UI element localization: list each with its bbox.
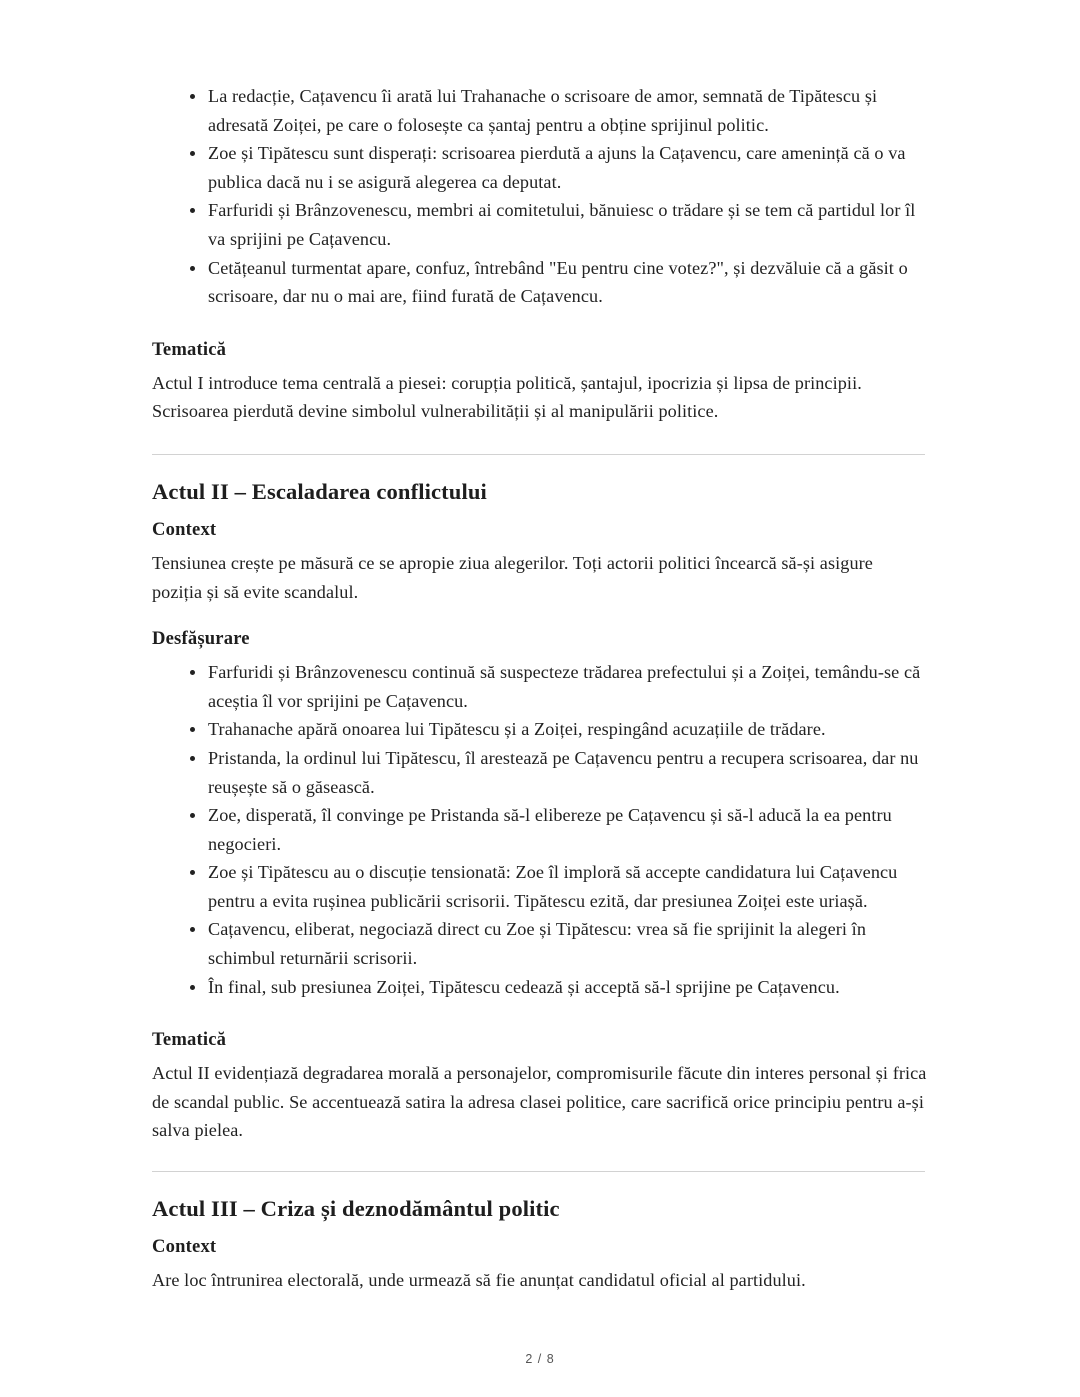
spacer xyxy=(152,311,927,337)
spacer xyxy=(152,426,927,454)
act-one-tematica-heading: Tematică xyxy=(152,338,227,360)
list-item: În final, sub presiunea Zoiței, Tipătescu cedează și acceptă să-l sprijine pe Cațavencu. xyxy=(152,973,927,1002)
act-two-tematica-text: Actul II evidențiază degradarea morală a personajelor, compromisurile făcute din interes personal și frica de scandal public. Se accentuează satira la adresa clasei politice, care sacrifică orice principiu pentru a-și salva pielea. xyxy=(152,1063,927,1141)
act-three-context-text: Are loc întrunirea electorală, unde urmează să fie anunțat candidatul oficial al partidului. xyxy=(152,1270,806,1291)
list-item: Cetățeanul turmentat apare, confuz, întrebând "Eu pentru cine votez?", și dezvăluie că a găsit o scrisoare, dar nu o mai are, fiind furată de Cațavencu. xyxy=(152,254,927,311)
list-item: Zoe și Tipătescu au o discuție tensionată: Zoe îl imploră să accepte candidatura lui Cațavencu pentru a evita rușinea publicării scrisorii. Tipătescu ezită, dar presiunea Zoiței este uriașă. xyxy=(152,858,927,915)
act-one-tematica-text: Actul I introduce tema centrală a piesei: corupția politică, șantajul, ipocrizia și lipsa de principii. Scrisoarea pierdută devine simbolul vulnerabilității și al manipulării politice. xyxy=(152,372,862,422)
list-item: Farfuridi și Brânzovenescu continuă să suspecteze trădarea prefectului și a Zoiței, temându-se că aceștia îl vor sprijini pe Cațavencu. xyxy=(152,658,927,715)
act-two-desfasurare-heading: Desfășurare xyxy=(152,628,250,650)
list-item: Zoe, disperată, îl convinge pe Pristanda să-l elibereze pe Cațavencu și să-l aducă la ea pentru negocieri. xyxy=(152,801,927,858)
spacer xyxy=(152,455,927,477)
spacer xyxy=(152,606,927,626)
page-content xyxy=(152,82,927,1295)
spacer xyxy=(152,1172,927,1194)
act-three-context-heading: Context xyxy=(152,1236,217,1258)
spacer xyxy=(152,1001,927,1027)
spacer xyxy=(152,507,927,517)
act-two-context-heading: Context xyxy=(152,518,217,540)
list-item: Cațavencu, eliberat, negociază direct cu Zoe și Tipătescu: vrea să fie sprijinit la alegeri în schimbul returnării scrisorii. xyxy=(152,915,927,972)
act-two-tematica-heading: Tematică xyxy=(152,1029,227,1051)
act-one-events-list xyxy=(152,82,927,311)
list-item: Pristanda, la ordinul lui Tipătescu, îl arestează pe Cațavencu pentru a recupera scrisoarea, dar nu reușește să o găsească. xyxy=(152,744,927,801)
act-two-title: Actul II – Escaladarea conflictului xyxy=(152,478,487,504)
page-number-footer: 2 / 8 xyxy=(525,1352,555,1366)
list-item: Trahanache apără onoarea lui Tipătescu și a Zoiței, respingând acuzațiile de trădare. xyxy=(152,715,927,744)
act-three-title: Actul III – Criza și deznodământul politic xyxy=(152,1196,560,1222)
act-two-context-text: Tensiunea crește pe măsură ce se apropie ziua alegerilor. Toți actorii politici încearcă să-și asigure poziția și să evite scandalul. xyxy=(152,552,873,602)
act-two-events-list xyxy=(152,658,927,1001)
spacer xyxy=(152,1224,927,1234)
list-item: Zoe și Tipătescu sunt disperați: scrisoarea pierdută a ajuns la Cațavencu, care amenință că o va publica dacă nu i se asigură alegerea ca deputat. xyxy=(152,139,927,196)
spacer xyxy=(152,1145,927,1171)
list-item: Farfuridi și Brânzovenescu, membri ai comitetului, bănuiesc o trădare și se tem că partidul lor îl va sprijini pe Cațavencu. xyxy=(152,196,927,253)
list-item: La redacție, Cațavencu îi arată lui Trahanache o scrisoare de amor, semnată de Tipătescu și adresată Zoiței, pe care o folosește ca șantaj pentru a obține sprijinul politic. xyxy=(152,82,927,139)
